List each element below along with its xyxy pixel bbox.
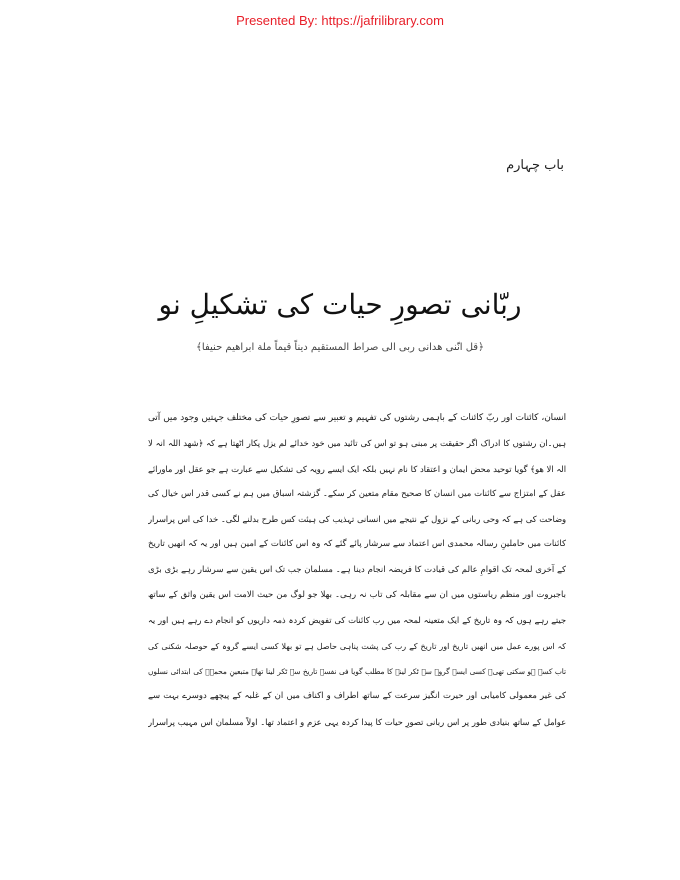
body-line: کے آخری لمحہ تک اقوامِ عالم کی قیادت کا فریضہ انجام دینا ہے۔ مسلمان جب تک اس یقین سے سرشار رہے بڑی بڑی — [148, 564, 566, 575]
body-line: الہ الا ھو﴾ گویا توحید محض ایمان و اعتقاد کا نام نہیں بلکہ ایک ایسے رویہ کی تشکیل سے عبارت ہے جو عقل اور ماورائے — [148, 463, 566, 474]
body-line: کائنات میں حاملینِ رسالہ محمدی اس اعتماد سے سرشار پائے گئے کہ وہ اس کائنات کے امین ہیں اور یہ کہ انھیں تاریخ — [148, 539, 566, 550]
body-line: جیتے رہے ہوں کہ وہ تاریخ کے ایک متعینہ لمحہ میں رب کائنات کی تفویض کردہ ذمہ داریوں کو انجام دے رہے ہیں اور یہ — [148, 615, 566, 626]
presented-by-link[interactable]: Presented By: https://jafrilibrary.com — [236, 13, 444, 28]
body-line: انسان، کائنات اور ربّ کائنات کے باہمی رشتوں کی تفہیم و تعبیر سے تصورِ حیات کی مختلف جہتیں وجود میں آتی — [148, 413, 566, 423]
body-line: عقل کے امتزاج سے کائنات میں انسان کا صحیح مقام متعین کر سکے۔ گزشتہ اسباق میں ہم نے کسی قدر اس خیال کی — [148, 488, 566, 499]
chapter-title: ربّانی تصورِ حیات کی تشکیلِ نو — [158, 288, 522, 321]
body-line: باجبروت اور منظم ریاستوں میں ان سے مقابلہ کی تاب نہ رہی۔ بھلا جو لوگ من حیث الامت اس یقین واثق کے ساتھ — [148, 590, 566, 601]
quranic-verse: ﴿قل انّنی ھدانی ربی الی صراط المستقیم دیناً قیماً ملة ابراھیم حنیفا﴾ — [196, 342, 484, 353]
body-line: کی غیر معمولی کامیابی اور حیرت انگیز سرعت کے ساتھ اطراف و اکناف میں ان کے غلبہ کے پیچھے دوسرے بہت سے — [148, 691, 566, 702]
body-line: کہ اس پورے عمل میں انھیں تاریخ اور تاریخ کے رب کی پشت پناہی حاصل ہے تو بھلا کسی ایسے گروہ کے حوصلہ شکنی کی — [148, 641, 566, 651]
body-line: تاب کسے ہو سکتی تھی۔ کسی ایسے گروہ سے ٹکر لینے کا مطلب گویا فی نفسہ تاریخ سے ٹکر لینا تھا۔ متبعینِ محمدؐ کی ابتدائی نسلوں — [148, 666, 566, 676]
body-line: عوامل کے ساتھ بنیادی طور پر اس ربانی تصورِ حیات کا پیدا کردہ یہی عزم و اعتماد تھا۔ اولاً مسلمان اس مہیب پراسرار — [148, 716, 566, 727]
body-line: وضاحت کی ہے کہ وحی ربانی کے نزول کے نتیجے میں انسانی تہذیب کی ہیئت کس طرح بدلنے لگی۔ خدا کی اس پراسرار — [148, 514, 566, 525]
chapter-label: باب چہارم — [506, 158, 564, 173]
body-paragraph — [148, 406, 566, 735]
body-line: ہیں۔ان رشتوں کا ادراک اگر حقیقت پر مبنی ہو تو اس کی تائید میں خود خدائے لم یزل پکار اٹھتا ہے کہ ﴿شھد اللہ انہ لا — [148, 438, 566, 449]
